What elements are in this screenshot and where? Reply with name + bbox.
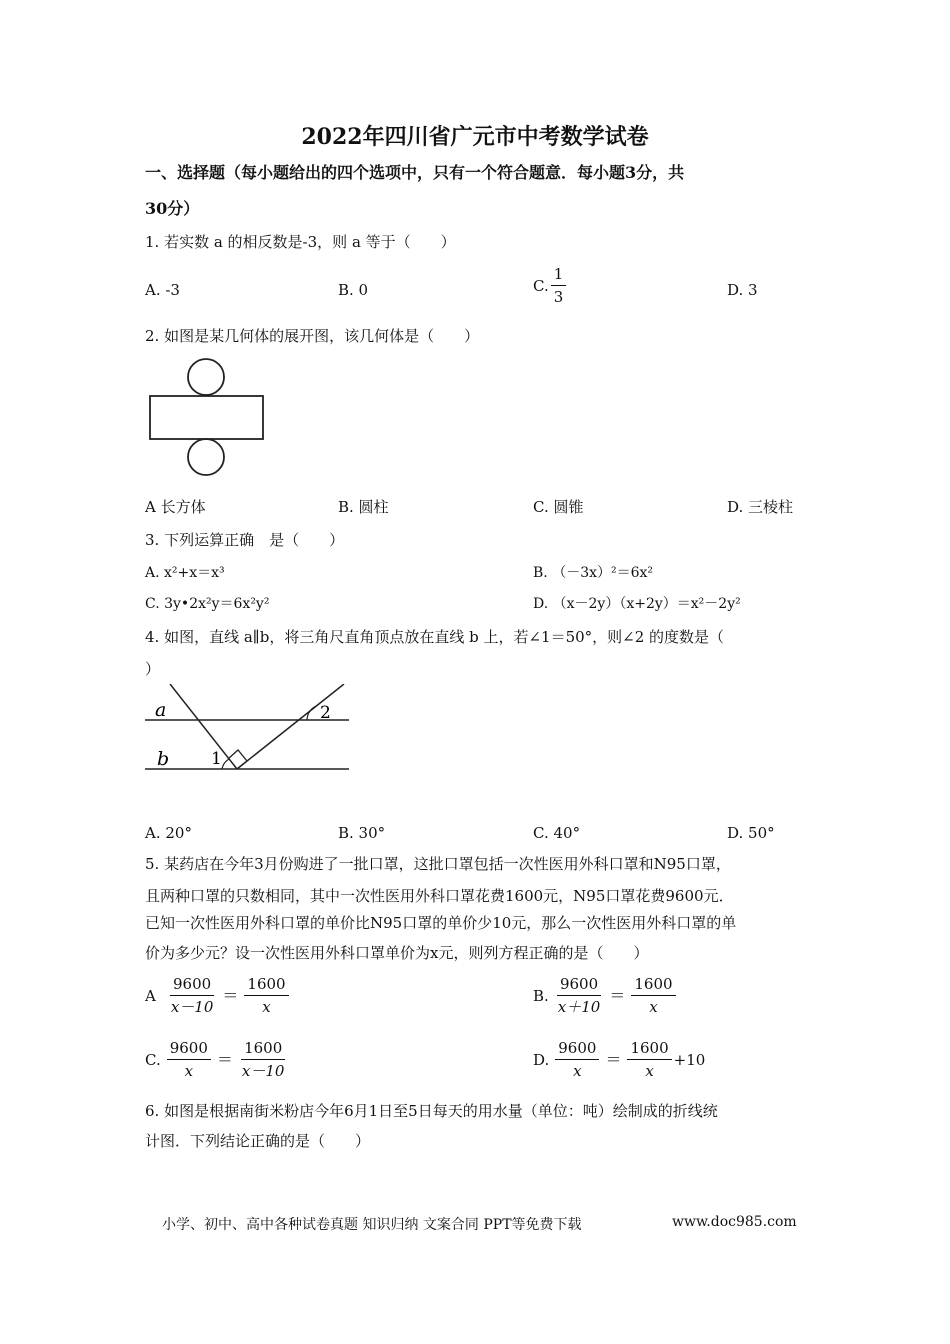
- q3-stem: 3. 下列运算正确 是（ ）: [145, 531, 345, 549]
- q4-parallel-lines-figure: [145, 684, 355, 776]
- section-heading-line1: 一、选择题（每小题给出的四个选项中，只有一个符合题意．每小题3分，共: [145, 163, 685, 182]
- q2-net-figure: [148, 356, 266, 476]
- label-a: a: [155, 699, 167, 721]
- q2-option-c: C. 圆锥: [533, 498, 584, 516]
- q1-option-a: A. -3: [145, 281, 180, 299]
- q4-option-d: D. 50°: [727, 824, 775, 842]
- q6-line2: 计图．下列结论正确的是（ ）: [145, 1132, 371, 1150]
- fraction-numerator: 9600: [557, 975, 601, 996]
- q2-option-a: A 长方体: [145, 498, 206, 516]
- fraction-numerator: 1600: [241, 1039, 285, 1060]
- q5-d-fraction-right: [627, 1039, 671, 1080]
- label-angle2: 2: [320, 703, 331, 723]
- q3-option-d: D. （x－2y）（x+2y）＝x²－2y²: [533, 596, 741, 612]
- fraction-numerator: 1600: [244, 975, 288, 996]
- top-circle: [188, 359, 224, 395]
- q5-option-b: [533, 975, 678, 1016]
- q4-option-a: A. 20°: [145, 824, 192, 842]
- q5-line4: 价为多少元？设一次性医用外科口罩单价为x元，则列方程正确的是（ ）: [145, 944, 649, 962]
- q3-option-a: A. x²+x＝x³: [145, 565, 225, 581]
- fraction-numerator: 9600: [170, 975, 214, 996]
- q5-line1: 5. 某药店在今年3月份购进了一批口罩，这批口罩包括一次性医用外科口罩和N95口罩，: [145, 855, 731, 873]
- equals-sign: ＝: [216, 1049, 233, 1069]
- q3-option-c: C. 3y•2x²y＝6x²y²: [145, 596, 270, 612]
- fraction-denominator: x: [649, 998, 658, 1016]
- q4-stem: 4. 如图，直线 a∥b，将三角尺直角顶点放在直线 b 上，若∠1＝50°，则∠2 的度数是（: [145, 628, 725, 646]
- fraction-denominator: x＋10: [557, 998, 601, 1016]
- fraction-denominator: x－10: [241, 1062, 285, 1080]
- q3-option-b: B. （－3x）²＝6x²: [533, 565, 654, 581]
- q5-option-d: [533, 1039, 705, 1080]
- q5-a-fraction-right: [244, 975, 288, 1016]
- q1-option-c-label: C.: [533, 276, 549, 295]
- net-rectangle: [150, 396, 263, 439]
- q6-line1: 6. 如图是根据南街米粉店今年6月1日至5日每天的用水量（单位：吨）绘制成的折线统: [145, 1102, 718, 1120]
- fraction-numerator: 9600: [167, 1039, 211, 1060]
- q2-option-d: D. 三棱柱: [727, 498, 794, 516]
- triangle-side-right: [237, 684, 344, 769]
- q4-option-c: C. 40°: [533, 824, 581, 842]
- fraction-denominator: x: [184, 1062, 194, 1080]
- fraction-numerator: 9600: [555, 1039, 599, 1060]
- fraction-numerator: 1600: [627, 1039, 671, 1060]
- q5-option-d-tail: +10: [673, 1050, 706, 1069]
- q1-option-c-fraction: [551, 265, 567, 306]
- equals-sign: ＝: [609, 985, 626, 1005]
- q5-a-fraction-left: [168, 975, 217, 1016]
- fraction-denominator: x: [262, 998, 271, 1016]
- q1-stem: 1. 若实数 a 的相反数是-3，则 a 等于（ ）: [145, 233, 456, 251]
- label-b: b: [157, 748, 170, 770]
- q4-option-b: B. 30°: [338, 824, 386, 842]
- equals-sign: ＝: [605, 1049, 622, 1069]
- label-angle1: 1: [211, 749, 222, 769]
- q5-option-a: [145, 975, 291, 1016]
- section-heading-line2: 30分）: [145, 199, 200, 218]
- footer-text: 小学、初中、高中各种试卷真题 知识归纳 文案合同 PPT等免费下载: [162, 1217, 582, 1233]
- fraction-denominator: x－10: [170, 998, 214, 1016]
- q5-option-a-label: A: [145, 986, 156, 1005]
- triangle-side-left: [170, 684, 237, 769]
- q1-option-d: D. 3: [727, 281, 758, 299]
- q1-option-c: [533, 265, 568, 306]
- q5-c-fraction-right: [239, 1039, 288, 1080]
- q2-stem: 2. 如图是某几何体的展开图，该几何体是（ ）: [145, 327, 480, 345]
- q5-d-fraction-left: [555, 1039, 599, 1080]
- q5-option-d-label: D.: [533, 1050, 550, 1069]
- bottom-circle: [188, 439, 224, 475]
- q2-option-b: B. 圆柱: [338, 498, 389, 516]
- fraction-denominator: x: [573, 1062, 582, 1080]
- equals-sign: ＝: [222, 985, 239, 1005]
- q5-option-c: [145, 1039, 289, 1080]
- fraction-numerator: 1: [551, 265, 567, 286]
- q5-c-fraction-left: [167, 1039, 211, 1080]
- page-title: 2022年四川省广元市中考数学试卷: [301, 124, 649, 150]
- q1-option-b: B. 0: [338, 281, 369, 299]
- q5-option-b-label: B.: [533, 986, 549, 1005]
- q5-b-fraction-right: [631, 975, 675, 1016]
- right-angle-mark: [228, 750, 247, 769]
- angle1-arc: [222, 759, 229, 769]
- fraction-denominator: 3: [553, 288, 564, 306]
- q5-line2: 且两种口罩的只数相同，其中一次性医用外科口罩花费1600元，N95口罩花费9600元．: [145, 887, 734, 905]
- footer-link[interactable]: www.doc985.com: [672, 1214, 797, 1230]
- fraction-numerator: 1600: [631, 975, 675, 996]
- fraction-denominator: x: [645, 1062, 654, 1080]
- q4-stem-close: ）: [145, 660, 161, 678]
- q5-b-fraction-left: [555, 975, 604, 1016]
- q5-option-c-label: C.: [145, 1050, 161, 1069]
- q5-line3: 已知一次性医用外科口罩的单价比N95口罩的单价少10元，那么一次性医用外科口罩的单: [145, 914, 737, 932]
